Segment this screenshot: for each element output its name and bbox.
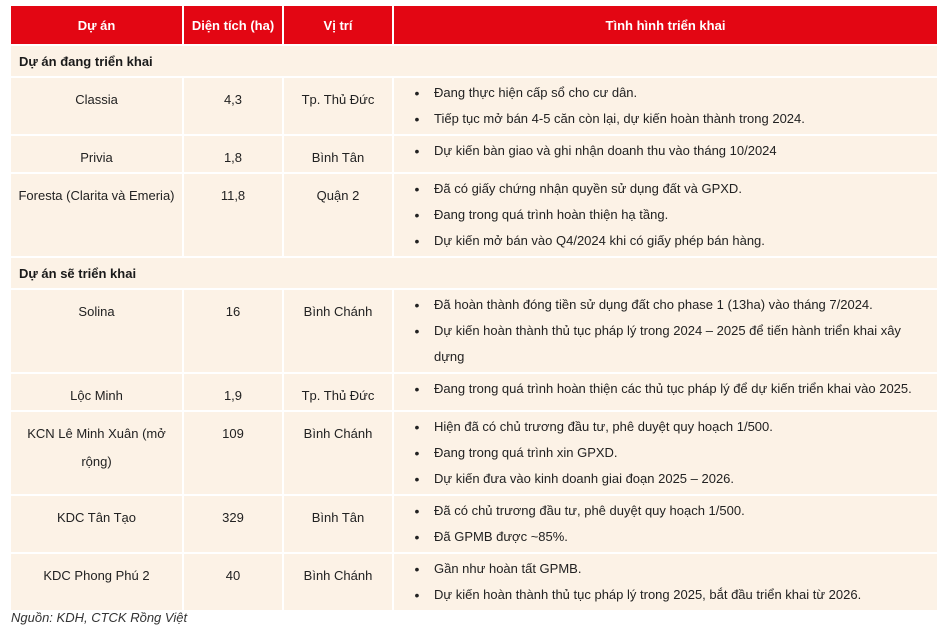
table-row <box>11 373 937 411</box>
project-area: 40 <box>183 553 283 610</box>
bullet-icon: • <box>414 207 420 223</box>
status-list <box>394 174 937 256</box>
list-item <box>412 582 933 608</box>
table-row <box>11 173 937 257</box>
status-list <box>394 496 937 552</box>
source-note: Nguồn: KDH, CTCK Rồng Việt <box>11 610 188 625</box>
project-area: 4,3 <box>183 77 283 135</box>
table-row <box>11 289 937 373</box>
status-text: Hiện đã có chủ trương đầu tư, phê duyệt quy hoạch 1/500. <box>434 419 773 434</box>
table-row <box>11 77 937 135</box>
project-area: 329 <box>183 495 283 553</box>
project-status <box>393 77 937 135</box>
bullet-icon: • <box>414 471 420 487</box>
project-status <box>393 373 937 411</box>
group-row <box>11 257 937 289</box>
list-item <box>412 414 933 440</box>
list-item <box>412 466 933 492</box>
project-area: 1,8 <box>183 135 283 173</box>
list-item <box>412 376 933 402</box>
list-item <box>412 106 933 132</box>
project-name: Lộc Minh <box>11 373 183 411</box>
project-status <box>393 135 937 173</box>
status-text: Đã có chủ trương đầu tư, phê duyệt quy hoạch 1/500. <box>434 503 745 518</box>
list-item <box>412 318 933 370</box>
table-row <box>11 411 937 495</box>
status-list <box>394 136 937 166</box>
project-status <box>393 289 937 373</box>
bullet-icon: • <box>414 503 420 519</box>
status-list <box>394 290 937 372</box>
bullet-icon: • <box>414 143 420 159</box>
bullet-icon: • <box>414 445 420 461</box>
header-project: Dự án <box>11 6 183 45</box>
bullet-icon: • <box>414 323 420 339</box>
list-item <box>412 138 933 164</box>
group-title: Dự án đang triển khai <box>11 45 937 77</box>
status-text: Tiếp tục mở bán 4-5 căn còn lại, dự kiến hoàn thành trong 2024. <box>434 111 805 126</box>
project-name: KCN Lê Minh Xuân (mở rộng) <box>11 411 183 495</box>
project-status <box>393 411 937 495</box>
table-row <box>11 135 937 173</box>
project-name: Foresta (Clarita và Emeria) <box>11 173 183 257</box>
project-area: 1,9 <box>183 373 283 411</box>
table-body <box>11 45 937 610</box>
header-row <box>11 6 937 45</box>
status-text: Dự kiến hoàn thành thủ tục pháp lý trong 2025, bắt đầu triển khai từ 2026. <box>434 587 862 602</box>
status-text: Dự kiến mở bán vào Q4/2024 khi có giấy phép bán hàng. <box>434 233 765 248</box>
project-status <box>393 495 937 553</box>
list-item <box>412 440 933 466</box>
project-name: KDC Tân Tạo <box>11 495 183 553</box>
list-item <box>412 176 933 202</box>
project-location: Bình Tân <box>283 495 393 553</box>
table-row <box>11 553 937 610</box>
project-status <box>393 173 937 257</box>
list-item <box>412 80 933 106</box>
project-location: Bình Chánh <box>283 289 393 373</box>
group-title: Dự án sẽ triển khai <box>11 257 937 289</box>
status-text: Đã hoàn thành đóng tiền sử dụng đất cho phase 1 (13ha) vào tháng 7/2024. <box>434 297 873 312</box>
status-list <box>394 78 937 134</box>
bullet-icon: • <box>414 419 420 435</box>
status-list <box>394 374 937 404</box>
status-text: Đã có giấy chứng nhận quyền sử dụng đất và GPXD. <box>434 181 742 196</box>
status-text: Đang thực hiện cấp sổ cho cư dân. <box>434 85 638 100</box>
bullet-icon: • <box>414 381 420 397</box>
status-text: Dự kiến hoàn thành thủ tục pháp lý trong 2024 – 2025 để tiến hành triển khai xây dựng <box>434 323 901 364</box>
project-area: 11,8 <box>183 173 283 257</box>
project-name: Solina <box>11 289 183 373</box>
bullet-icon: • <box>414 561 420 577</box>
project-name: KDC Phong Phú 2 <box>11 553 183 610</box>
project-status <box>393 553 937 610</box>
project-location: Quận 2 <box>283 173 393 257</box>
bullet-icon: • <box>414 111 420 127</box>
status-list <box>394 554 937 610</box>
list-item <box>412 498 933 524</box>
project-area: 16 <box>183 289 283 373</box>
header-area: Diện tích (ha) <box>183 6 283 45</box>
bullet-icon: • <box>414 181 420 197</box>
project-location: Tp. Thủ Đức <box>283 373 393 411</box>
project-location: Bình Tân <box>283 135 393 173</box>
bullet-icon: • <box>414 297 420 313</box>
status-text: Đang trong quá trình hoàn thiện các thủ tục pháp lý để dự kiến triển khai vào 2025. <box>434 381 912 396</box>
project-area: 109 <box>183 411 283 495</box>
group-row <box>11 45 937 77</box>
status-text: Đang trong quá trình xin GPXD. <box>434 445 618 460</box>
table-row <box>11 495 937 553</box>
list-item <box>412 556 933 582</box>
status-text: Dự kiến đưa vào kinh doanh giai đoạn 2025 – 2026. <box>434 471 735 486</box>
status-text: Dự kiến bàn giao và ghi nhận doanh thu vào tháng 10/2024 <box>434 143 777 158</box>
bullet-icon: • <box>414 587 420 603</box>
status-text: Gần như hoàn tất GPMB. <box>434 561 582 576</box>
list-item <box>412 202 933 228</box>
list-item <box>412 524 933 550</box>
bullet-icon: • <box>414 85 420 101</box>
project-name: Classia <box>11 77 183 135</box>
project-location: Tp. Thủ Đức <box>283 77 393 135</box>
project-location: Bình Chánh <box>283 411 393 495</box>
bullet-icon: • <box>414 529 420 545</box>
header-status: Tình hình triển khai <box>393 6 937 45</box>
projects-table <box>11 6 937 610</box>
status-list <box>394 412 937 494</box>
header-location: Vị trí <box>283 6 393 45</box>
project-name: Privia <box>11 135 183 173</box>
status-text: Đã GPMB được ~85%. <box>434 529 568 544</box>
status-text: Đang trong quá trình hoàn thiện hạ tầng. <box>434 207 669 222</box>
project-location: Bình Chánh <box>283 553 393 610</box>
list-item <box>412 228 933 254</box>
list-item <box>412 292 933 318</box>
bullet-icon: • <box>414 233 420 249</box>
